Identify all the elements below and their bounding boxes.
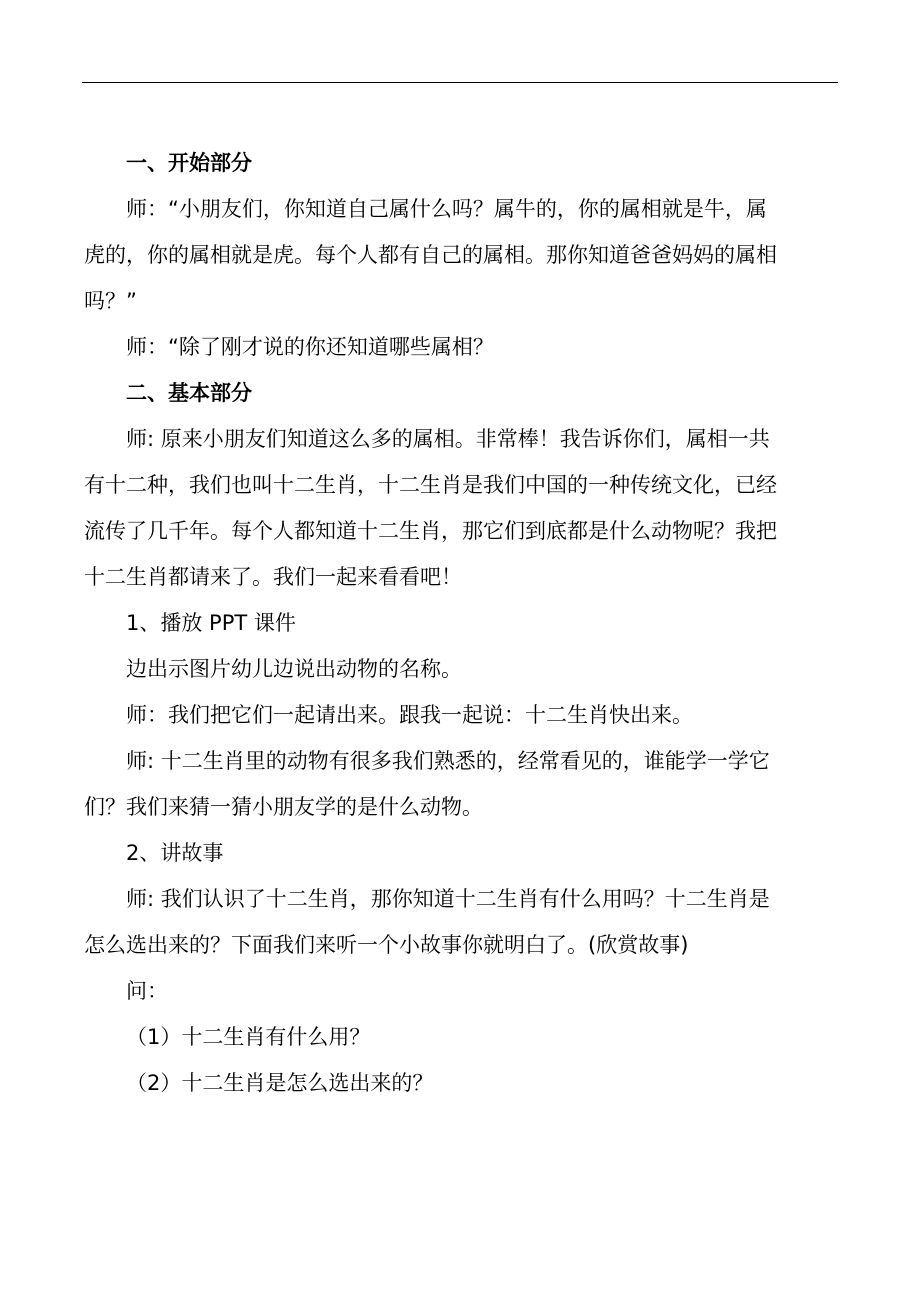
- paragraph-line: 虎的，你的属相就是虎。每个人都有自己的属相。那你知道爸爸妈妈的属相: [84, 243, 777, 267]
- paragraph-line: 边出示图片幼儿边说出动物的名称。: [126, 657, 462, 681]
- section-heading-start: 一、开始部分: [126, 151, 252, 175]
- paragraph-line: 有十二种，我们也叫十二生肖，十二生肖是我们中国的一种传统文化，已经: [84, 473, 777, 497]
- header-rule: [82, 82, 838, 83]
- paragraph-line: 师: 原来小朋友们知道这么多的属相。非常棒！我告诉你们，属相一共: [126, 427, 770, 451]
- paragraph-line: 十二生肖都请来了。我们一起来看看吧！: [84, 565, 462, 589]
- paragraph-line: 师: 我们认识了十二生肖，那你知道十二生肖有什么用吗？十二生肖是: [126, 887, 770, 911]
- paragraph-line: 师：“除了刚才说的你还知道哪些属相？: [126, 335, 494, 359]
- paragraph-line: 师：我们把它们一起请出来。跟我一起说：十二生肖快出来。: [126, 703, 693, 727]
- paragraph-line: 流传了几千年。每个人都知道十二生肖，那它们到底都是什么动物呢？我把: [84, 519, 777, 543]
- step-title: 1、播放 PPT 课件: [126, 611, 296, 635]
- paragraph-line: 师：“小朋友们，你知道自己属什么吗？属牛的，你的属相就是牛，属: [126, 197, 767, 221]
- paragraph-line: 怎么选出来的？下面我们来听一个小故事你就明白了。(欣赏故事): [84, 933, 689, 957]
- paragraph-line: 们？我们来猜一猜小朋友学的是什么动物。: [84, 795, 483, 819]
- question-item: （2）十二生肖是怎么选出来的？: [126, 1071, 434, 1095]
- paragraph-line: 吗？”: [84, 289, 137, 313]
- question-item: （1）十二生肖有什么用？: [126, 1025, 371, 1049]
- document-body: [84, 140, 840, 1106]
- paragraph-line: 师: 十二生肖里的动物有很多我们熟悉的，经常看见的，谁能学一学它: [126, 749, 770, 773]
- question-label: 问：: [126, 979, 168, 1003]
- section-heading-basic: 二、基本部分: [126, 381, 252, 405]
- step-title: 2、讲故事: [126, 841, 224, 865]
